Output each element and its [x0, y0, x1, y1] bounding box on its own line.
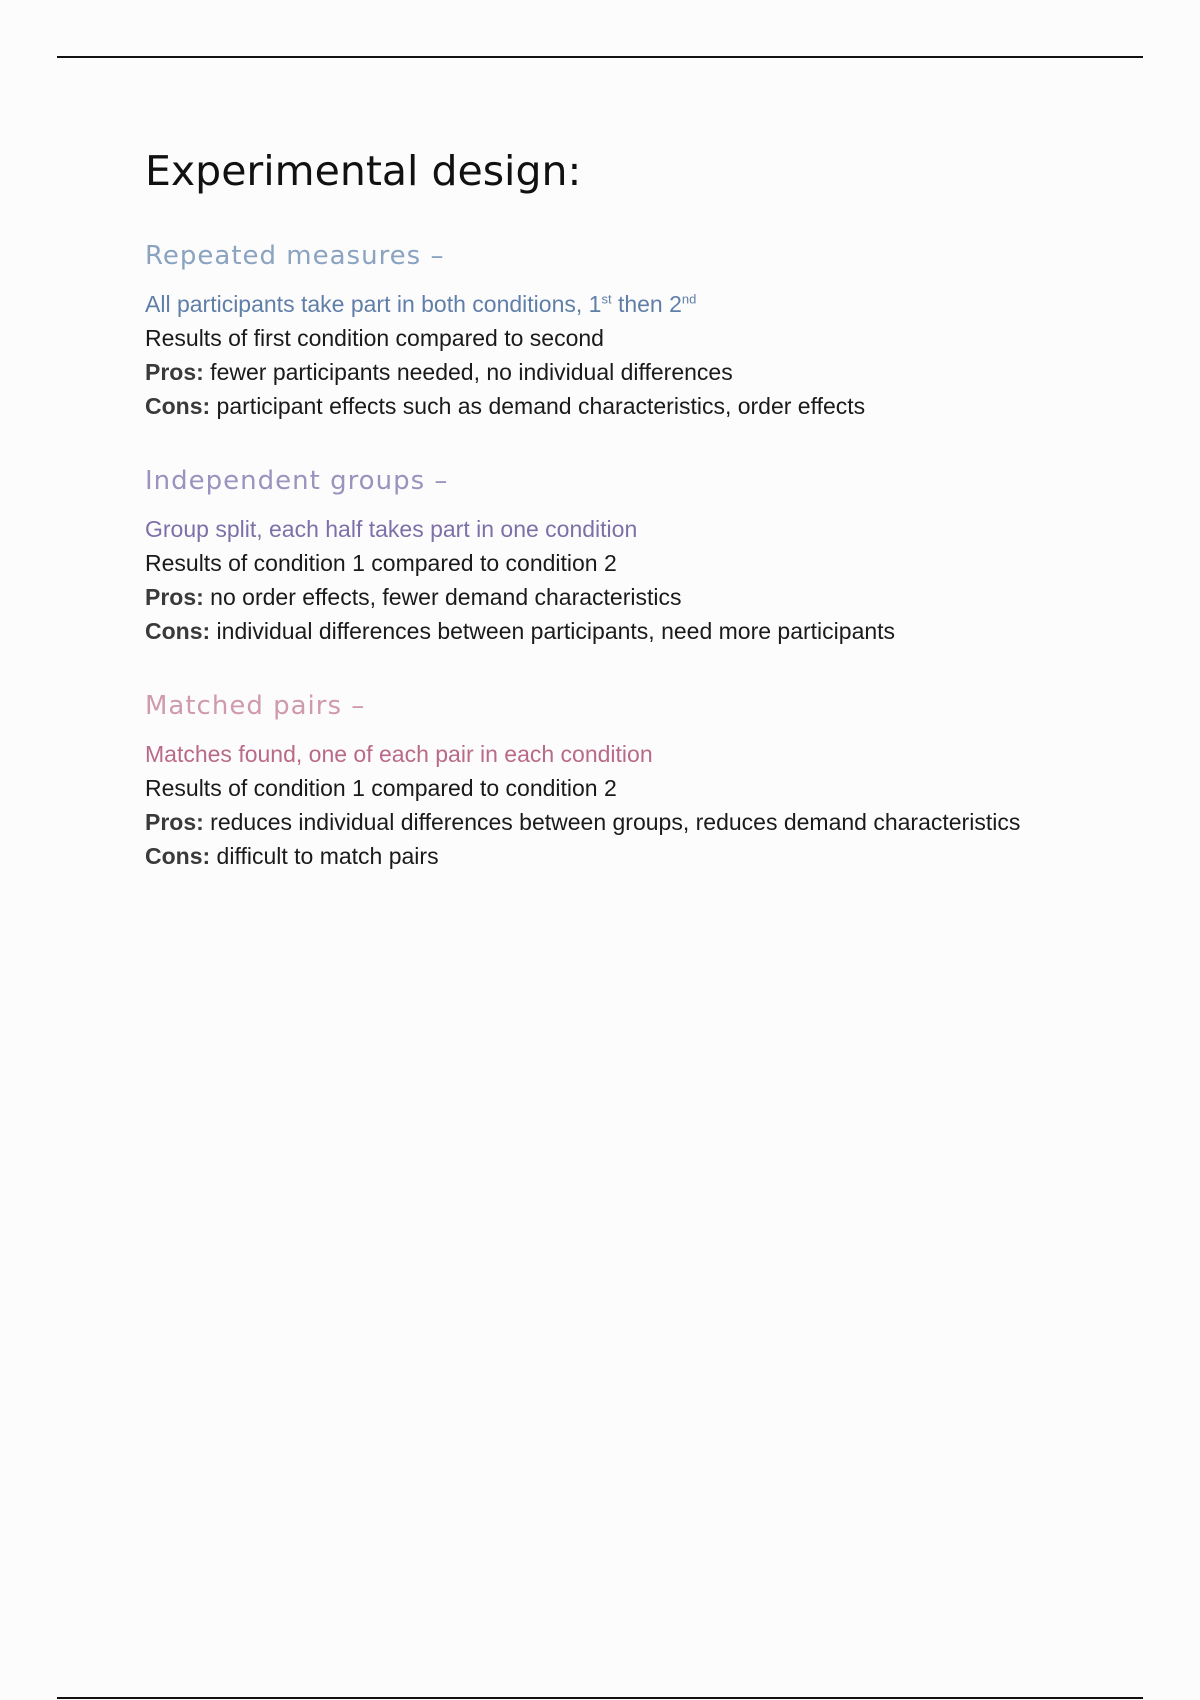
cons-text: participant effects such as demand characteristics, order effects [210, 393, 866, 419]
cons-line [145, 614, 1105, 648]
pros-line [145, 355, 1105, 389]
cons-line [145, 389, 1105, 423]
cons-label: Cons: [145, 393, 211, 419]
page-title: Experimental design: [145, 147, 582, 195]
results-line: Results of condition 1 compared to condition 2 [145, 550, 617, 576]
pros-line [145, 805, 1105, 839]
section-heading: Independent groups – [145, 466, 449, 496]
pros-text: reduces individual differences between groups, reduces demand characteristics [203, 809, 1021, 835]
cons-text: difficult to match pairs [210, 843, 439, 869]
pros-label: Pros: [145, 584, 204, 610]
section-subtitle: Group split, each half takes part in one condition [145, 516, 638, 542]
subtitle-text: then 2 [611, 291, 682, 317]
cons-label: Cons: [145, 843, 211, 869]
ordinal-suffix: nd [681, 291, 697, 307]
section-matched-pairs [145, 688, 1105, 873]
top-rule [57, 56, 1143, 58]
section-repeated-measures [145, 238, 1105, 423]
ordinal-suffix: st [601, 291, 612, 307]
section-independent-groups [145, 463, 1105, 648]
cons-label: Cons: [145, 618, 211, 644]
results-line: Results of first condition compared to second [145, 325, 604, 351]
pros-label: Pros: [145, 809, 204, 835]
subtitle-text: All participants take part in both conditions, 1 [145, 291, 602, 317]
section-heading: Matched pairs – [145, 691, 366, 721]
section-heading: Repeated measures – [145, 241, 445, 271]
bottom-rule [57, 1697, 1143, 1699]
pros-line [145, 580, 1105, 614]
pros-text: fewer participants needed, no individual differences [203, 359, 733, 385]
document-content [145, 144, 1105, 873]
cons-line [145, 839, 1105, 873]
pros-text: no order effects, fewer demand characteristics [203, 584, 682, 610]
cons-text: individual differences between participants, need more participants [210, 618, 896, 644]
section-subtitle [145, 287, 1105, 321]
results-line: Results of condition 1 compared to condition 2 [145, 775, 617, 801]
pros-label: Pros: [145, 359, 204, 385]
section-subtitle: Matches found, one of each pair in each condition [145, 741, 653, 767]
